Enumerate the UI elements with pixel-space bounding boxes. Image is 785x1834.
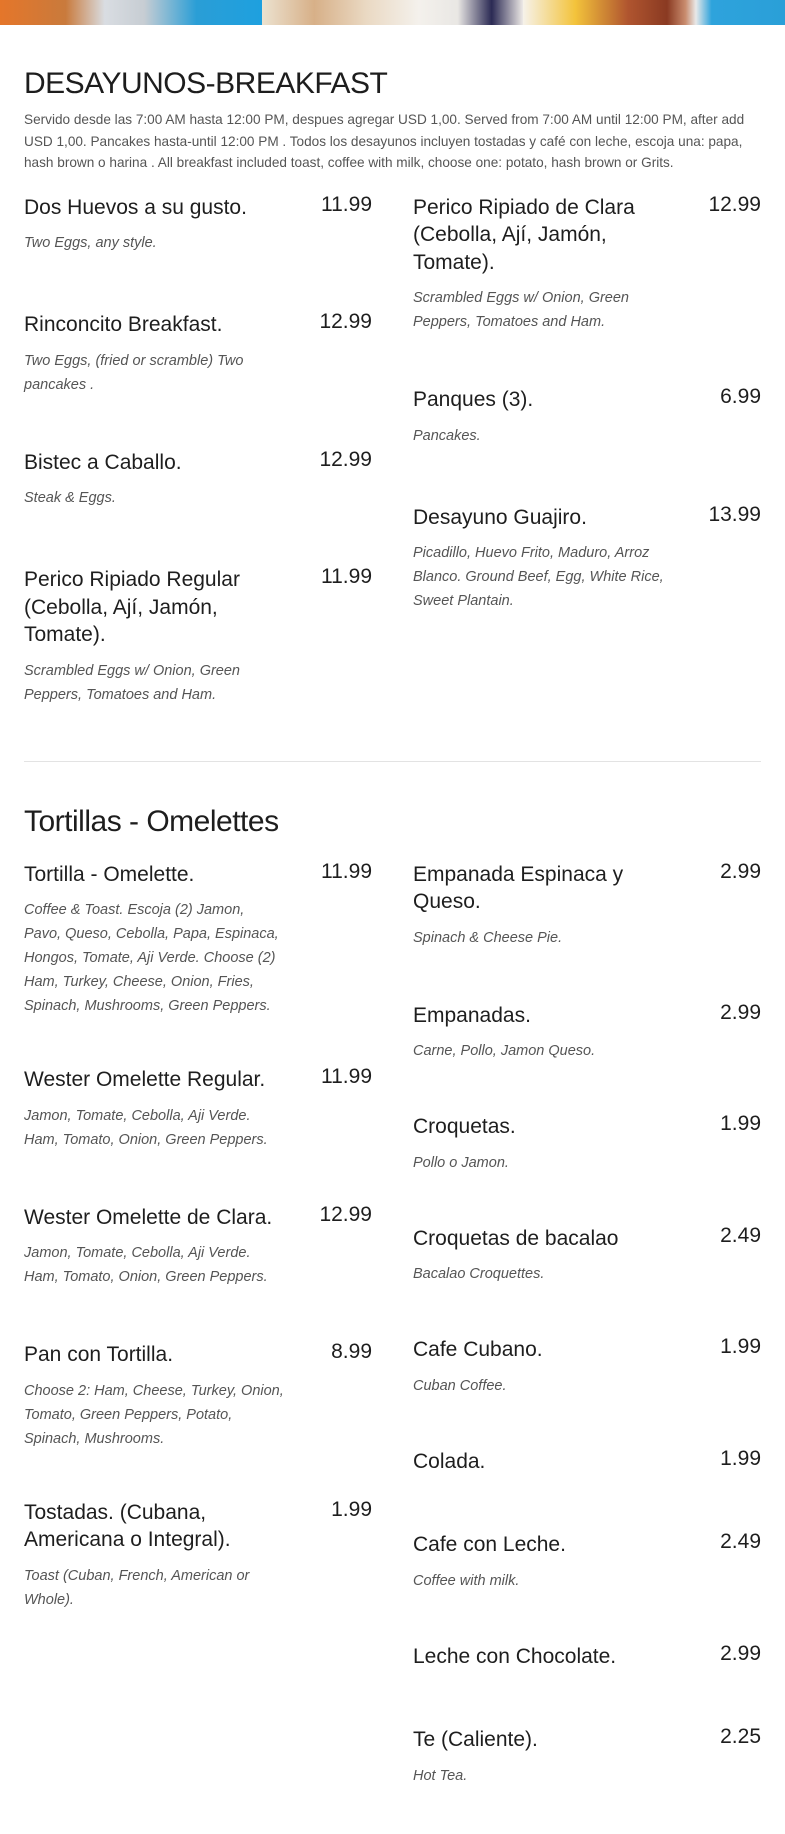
item-description: Pollo o Jamon.	[413, 1154, 509, 1171]
menu-item[interactable]	[413, 861, 761, 950]
menu-column-left	[24, 861, 372, 1834]
item-description: Choose 2: Ham, Cheese, Turkey, Onion, Tomato, Green Peppers, Potato, Spinach, Mushrooms.	[24, 1382, 284, 1447]
item-name: Cafe Cubano.	[413, 1338, 543, 1361]
item-price: 8.99	[331, 1340, 372, 1363]
menu-column-left	[24, 194, 372, 747]
menu-columns	[24, 194, 761, 747]
item-name: Dos Huevos a su gusto.	[24, 195, 247, 219]
section-title: Tortillas - Omelettes	[24, 804, 279, 838]
item-description: Steak & Eggs.	[24, 490, 116, 506]
menu-content	[0, 67, 785, 1834]
item-price: 2.99	[720, 1641, 761, 1665]
item-price: 12.99	[319, 1202, 372, 1226]
item-name: Desayuno Guajiro.	[413, 505, 587, 529]
item-name: Wester Omelette Regular.	[24, 1068, 266, 1091]
menu-item[interactable]	[413, 504, 761, 614]
menu-item[interactable]	[24, 1341, 372, 1451]
item-price: 1.99	[720, 1446, 761, 1470]
section-divider	[24, 761, 761, 762]
menu-item[interactable]	[24, 449, 372, 511]
item-name: Empanadas.	[413, 1003, 531, 1027]
menu-item[interactable]	[413, 1225, 761, 1287]
item-description: Jamon, Tomate, Cebolla, Aji Verde. Ham, Tomato, Onion, Green Peppers.	[24, 1107, 268, 1148]
menu-item[interactable]	[413, 386, 761, 448]
item-name: Wester Omelette de Clara.	[24, 1205, 273, 1229]
section-title: DESAYUNOS-BREAKFAST	[24, 67, 388, 100]
item-price: 6.99	[720, 385, 761, 408]
menu-item[interactable]	[24, 1499, 372, 1612]
item-name: Te (Caliente).	[413, 1728, 538, 1751]
item-price: 12.99	[708, 192, 761, 216]
item-description: Jamon, Tomate, Cebolla, Aji Verde. Ham, Tomato, Onion, Green Peppers.	[24, 1245, 268, 1285]
menu-item[interactable]	[413, 194, 761, 335]
section-description: Servido desde las 7:00 AM hasta 12:00 PM, despues agregar USD 1,00. Served from 7:00 AM until 12:00 PM, after add USD 1,00. Pancakes hasta-until 12:00 PM . Todos los desayunos incluyen tostadas y café con leche, escoja una: papa, hash brown o harina . All breakfast included toast, coffee with milk, choose one: potato, hash brown or Grits.	[24, 112, 745, 170]
item-price: 1.99	[331, 1497, 372, 1521]
menu-columns	[24, 861, 761, 1834]
item-description: Coffee & Toast. Escoja (2) Jamon, Pavo, Queso, Cebolla, Papa, Espinaca, Hongos, Tomate, Aji Verde. Choose (2) Ham, Turkey, Cheese, Onion, Fries, Spinach, Mushrooms, Green Peppers.	[24, 902, 279, 1014]
hero-photo	[0, 0, 262, 25]
item-name: Leche con Chocolate.	[413, 1644, 617, 1668]
menu-item[interactable]	[413, 1643, 761, 1671]
menu-item[interactable]	[24, 861, 372, 1019]
menu-item[interactable]	[24, 311, 372, 397]
item-name: Bistec a Caballo.	[24, 450, 182, 474]
item-name: Croquetas.	[413, 1115, 516, 1138]
item-description: Scrambled Eggs w/ Onion, Green Peppers, Tomatoes and Ham.	[413, 290, 629, 330]
item-name: Panques (3).	[413, 388, 534, 411]
item-name: Tortilla - Omelette.	[24, 862, 195, 886]
item-description: Pancakes.	[413, 427, 481, 444]
menu-item[interactable]	[413, 1336, 761, 1398]
item-description: Cuban Coffee.	[413, 1377, 507, 1394]
item-name: Croquetas de bacalao	[413, 1226, 619, 1250]
item-price: 12.99	[319, 310, 372, 333]
item-price: 11.99	[321, 565, 372, 588]
menu-item[interactable]	[24, 1204, 372, 1290]
item-description: Two Eggs, any style.	[24, 235, 157, 251]
item-name: Pan con Tortilla.	[24, 1343, 174, 1366]
item-price: 12.99	[319, 447, 372, 471]
item-price: 11.99	[321, 1065, 372, 1088]
item-price: 11.99	[321, 859, 372, 883]
item-description: Carne, Pollo, Jamon Queso.	[413, 1043, 596, 1059]
item-price: 13.99	[708, 502, 761, 526]
item-price: 1.99	[720, 1112, 761, 1135]
item-price: 2.99	[720, 1000, 761, 1024]
item-description: Bacalao Croquettes.	[413, 1266, 545, 1282]
item-description: Hot Tea.	[413, 1767, 468, 1784]
menu-item[interactable]	[24, 194, 372, 256]
item-name: Cafe con Leche.	[413, 1533, 566, 1556]
item-price: 2.49	[720, 1530, 761, 1553]
hero-photo	[523, 0, 785, 25]
menu-column-right	[413, 861, 761, 1834]
item-name: Perico Ripiado Regular (Cebolla, Ají, Jamón, Tomate).	[24, 568, 240, 646]
menu-column-right	[413, 194, 761, 747]
item-name: Colada.	[413, 1449, 486, 1473]
menu-item[interactable]	[413, 1113, 761, 1175]
item-description: Toast (Cuban, French, American or Whole).	[24, 1567, 250, 1608]
hero-photo	[262, 0, 523, 25]
menu-item[interactable]	[413, 1002, 761, 1064]
item-price: 2.25	[720, 1725, 761, 1748]
item-price: 1.99	[720, 1335, 761, 1358]
item-price: 11.99	[321, 192, 372, 216]
item-description: Scrambled Eggs w/ Onion, Green Peppers, Tomatoes and Ham.	[24, 662, 240, 703]
menu-item[interactable]	[413, 1448, 761, 1476]
item-name: Tostadas. (Cubana, Americana o Integral).	[24, 1500, 231, 1551]
menu-item[interactable]	[24, 1066, 372, 1152]
menu-item[interactable]	[413, 1531, 761, 1593]
item-price: 2.99	[720, 859, 761, 883]
item-description: Spinach & Cheese Pie.	[413, 929, 563, 946]
item-price: 2.49	[720, 1223, 761, 1247]
menu-item[interactable]	[24, 566, 372, 707]
breakfast-section	[24, 67, 761, 747]
item-name: Empanada Espinaca y Queso.	[413, 862, 624, 913]
omelettes-section	[24, 805, 761, 1834]
item-name: Rinconcito Breakfast.	[24, 313, 223, 336]
menu-item[interactable]	[413, 1726, 761, 1788]
item-description: Coffee with milk.	[413, 1572, 520, 1589]
hero-image-strip	[0, 0, 785, 25]
item-description: Two Eggs, (fried or scramble) Two pancakes .	[24, 352, 244, 393]
item-description: Picadillo, Huevo Frito, Maduro, Arroz Blanco. Ground Beef, Egg, White Rice, Sweet Plantain.	[413, 545, 664, 609]
item-name: Perico Ripiado de Clara (Cebolla, Ají, Jamón, Tomate).	[413, 195, 635, 274]
